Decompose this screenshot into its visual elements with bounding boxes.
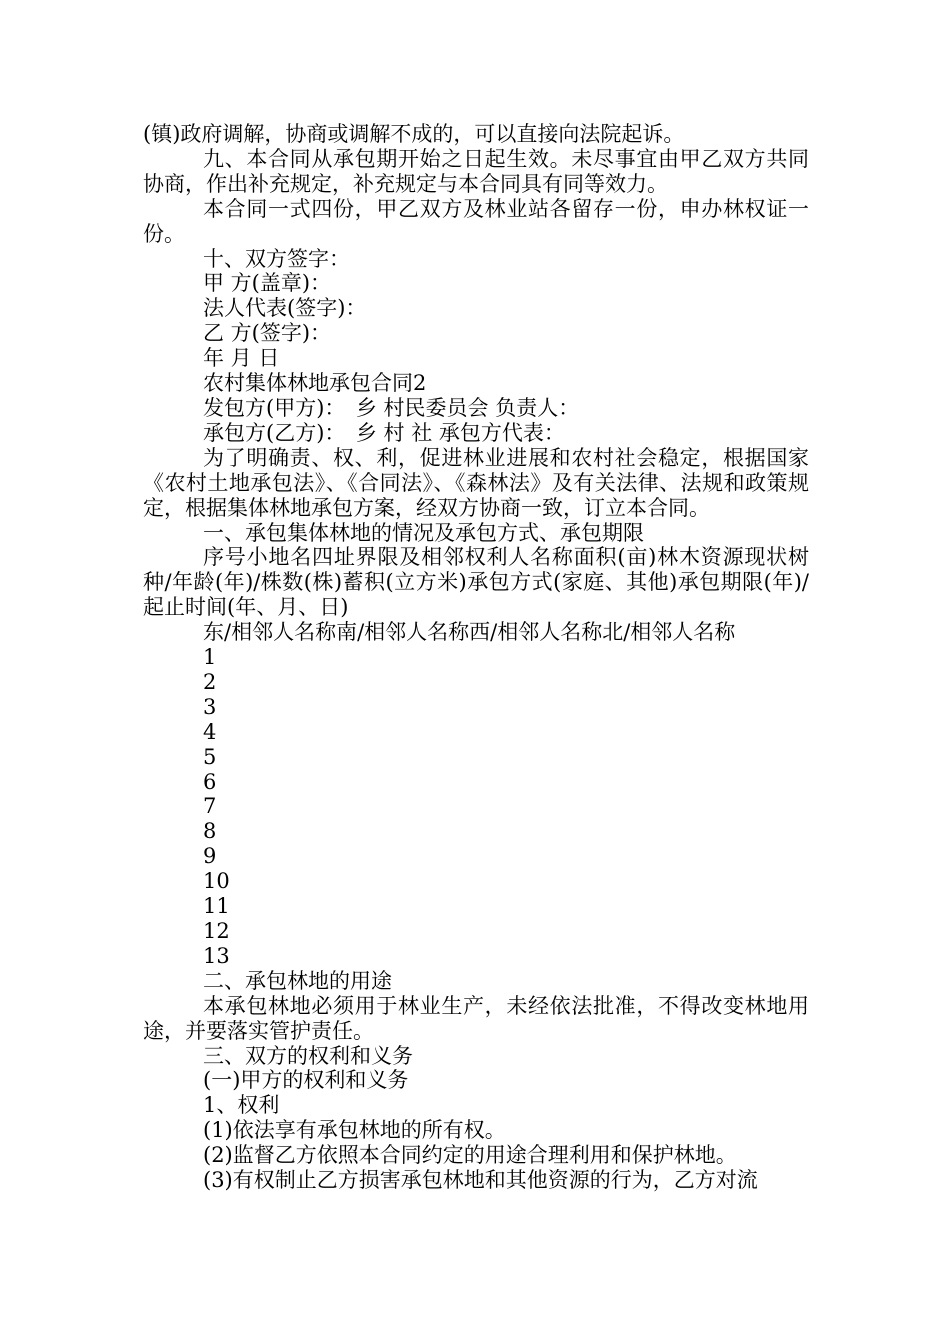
right-item-3: (3)有权制止乙方损害承包林地和其他资源的行为，乙方对流 [203,1168,758,1193]
row-number: 4 [203,719,217,744]
row-number: 8 [203,819,217,844]
row-number: 7 [203,794,217,819]
party-b-signature: 乙 方(签字)： [203,321,332,346]
document-body [143,122,809,1193]
section-two-heading: 二、承包林地的用途 [203,968,392,993]
party-a-rights-heading: (一)甲方的权利和义务 [203,1068,409,1093]
row-number: 11 [203,894,230,919]
row-number: 1 [203,645,217,670]
legal-rep-signature: 法人代表(签字)： [203,296,367,321]
copies-clause: 本合同一式四份，甲乙双方及林业站各留存一份，申办林权证一份。 [143,196,809,246]
right-item-2: (2)监督乙方依照本合同约定的用途合理利用和保护林地。 [203,1143,737,1168]
row-number: 12 [203,919,230,943]
party-a-signature: 甲 方(盖章)： [203,271,332,296]
date-line: 年 月 日 [203,346,280,371]
contract-title: 农村集体林地承包合同2 [203,371,427,396]
land-use-clause: 本承包林地必须用于林业生产，未经依法批准，不得改变林地用途，并要落实管护责任。 [143,993,809,1043]
row-number: 13 [203,943,230,968]
row-number: 10 [203,869,230,894]
boundary-header-text: 东/相邻人名称南/相邻人名称西/相邻人名称北/相邻人名称 [203,620,736,645]
preamble: 为了明确责、权、利，促进林业进展和农村社会稳定，根据国家《农村土地承包法》、《合同法》、《森林法》及有关法律、法规和政策规定，根据集体林地承包方案，经双方协商一致，订立本合同。 [143,445,809,520]
row-number: 5 [203,744,217,769]
row-number: 2 [203,669,217,694]
clause-ten-heading: 十、双方签字： [203,246,350,271]
rights-subheading: 1、权利 [203,1093,280,1118]
right-item-1: (1)依法享有承包林地的所有权。 [203,1118,506,1143]
paragraph: (镇)政府调解，协商或调解不成的，可以直接向法院起诉。 [143,122,685,146]
section-three-heading: 三、双方的权利和义务 [203,1043,413,1068]
contractor-line: 发包方(甲方)： 乡 村民委员会 负责人： [203,395,580,420]
contractee-line: 承包方(乙方)： 乡 村 社 承包方代表： [203,420,565,445]
table-header-text: 序号小地名四址界限及相邻权利人名称面积(亩)林木资源现状树种/年龄(年)/株数(株)蓄积(立方米)承包方式(家庭、其他)承包期限(年)/起止时间(年、月、日) [143,545,809,620]
clause-nine: 九、本合同从承包期开始之日起生效。未尽事宜由甲乙双方共同协商，作出补充规定，补充规定与本合同具有同等效力。 [143,146,809,196]
row-number: 9 [203,844,217,869]
row-number: 3 [203,694,217,719]
section-one-heading: 一、承包集体林地的情况及承包方式、承包期限 [203,520,644,545]
row-number: 6 [203,769,217,794]
